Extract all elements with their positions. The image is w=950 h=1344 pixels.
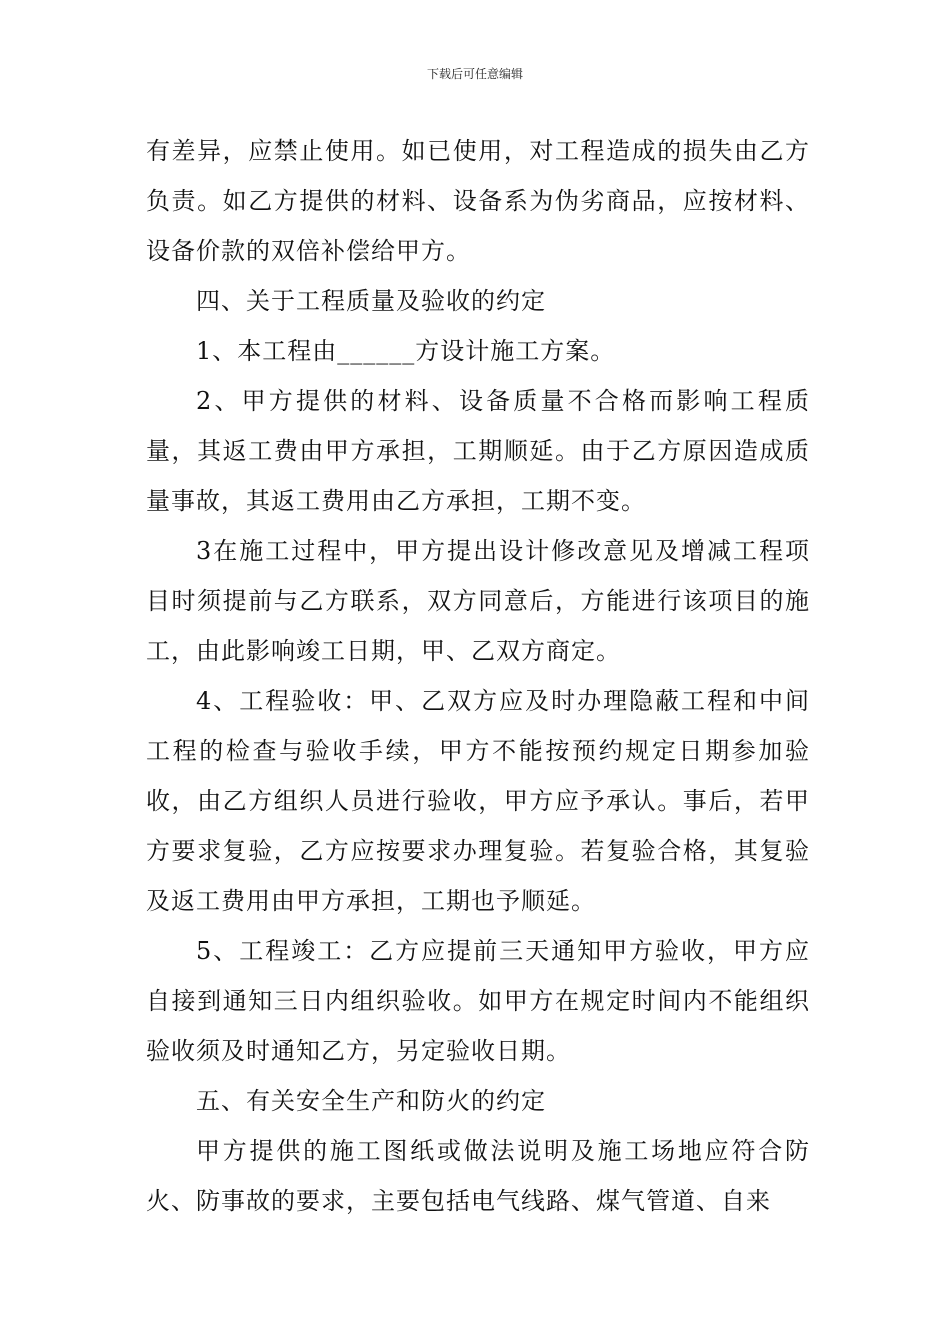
section-heading-quality: 四、关于工程质量及验收的约定	[196, 287, 546, 315]
paragraph-clause-5: 5、工程竣工：乙方应提前三天通知甲方验收，甲方应自接到通知三日内组织验收。如甲方在规定时间内不能组织验收须及时通知乙方，另定验收日期。	[146, 937, 810, 1065]
paragraph-clause-1: 1、本工程由______方设计施工方案。	[196, 337, 616, 365]
page-header: 下载后可任意编辑	[426, 67, 523, 81]
paragraph-safety: 甲方提供的施工图纸或做法说明及施工场地应符合防火、防事故的要求，主要包括电气线路、煤气管道、自来	[146, 1137, 810, 1215]
section-heading-safety: 五、有关安全生产和防火的约定	[196, 1087, 546, 1115]
paragraph-clause-3: 3在施工过程中，甲方提出设计修改意见及增减工程项目时须提前与乙方联系，双方同意后，方能进行该项目的施工，由此影响竣工日期，甲、乙双方商定。	[146, 537, 810, 665]
paragraph-continuation: 有差异，应禁止使用。如已使用，对工程造成的损失由乙方负责。如乙方提供的材料、设备系为伪劣商品，应按材料、设备价款的双倍补偿给甲方。	[146, 137, 810, 265]
paragraph-clause-2: 2、甲方提供的材料、设备质量不合格而影响工程质量，其返工费由甲方承担，工期顺延。由于乙方原因造成质量事故，其返工费用由乙方承担，工期不变。	[146, 387, 810, 515]
paragraph-clause-4: 4、工程验收：甲、乙双方应及时办理隐蔽工程和中间工程的检查与验收手续，甲方不能按预约规定日期参加验收，由乙方组织人员进行验收，甲方应予承认。事后，若甲方要求复验，乙方应按要求办理复验。若复验合格，其复验及返工费用由甲方承担，工期也予顺延。	[146, 687, 810, 915]
document-body	[146, 126, 810, 1226]
